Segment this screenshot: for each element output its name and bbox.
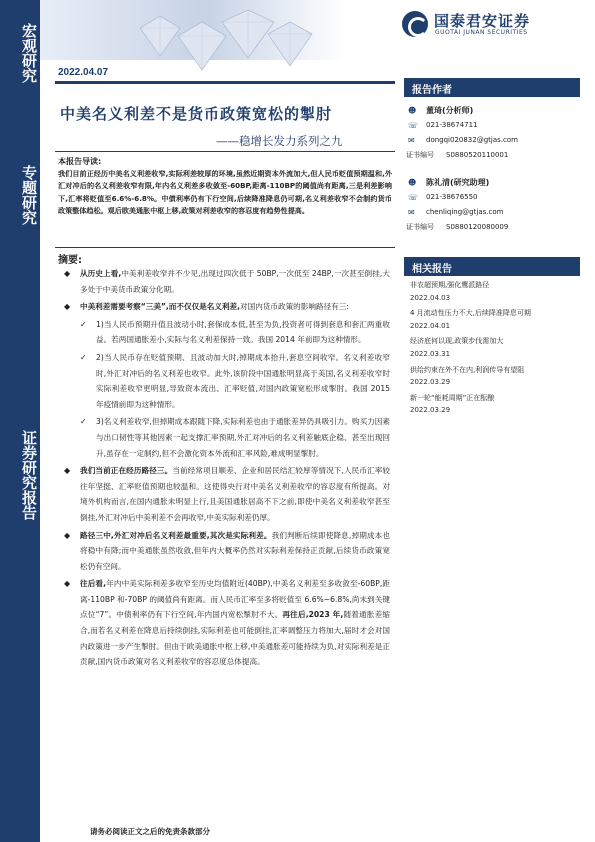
paragraph-text: 年内中美实际利差多收窄至历史均值附近(40BP),中美名义利差至多收敛至-60BP,距离-110BP 和-70BP 的阈值尚有距离。而人民币汇率至多将贬值至 6.6%~6.8%,尚未到关键点位“7”。中债利率仍有下行空间,年内国内宽松掣肘不大。 (80, 579, 390, 620)
paragraph-lead: 从历史上看, (80, 269, 122, 278)
cert-label: 证书编号 (406, 151, 434, 159)
author-phone-row (406, 118, 582, 133)
author-email-row (406, 133, 582, 148)
paragraph-text: 当前经常项目顺差、企业和居民结汇较厚等情况下,人民币汇率较往年坚挺、汇率贬值预期也较温和。这使得央行对中美名义利差收窄的容忍度有所提高。对境外机构而言,在国内通胀未明显上行,且美国通胀居高不下之前,即使中美名义利差收窄甚至倒挂,外汇对冲后中美利差不会再收窄,中美实际利差仍厚。 (80, 466, 390, 522)
sidebar-label-securities-report: 证券研究报告 (20, 430, 38, 520)
mail-icon: ✉ (408, 136, 415, 145)
related-report-date: 2022.03.29 (410, 378, 451, 387)
summary-paragraph (60, 463, 390, 525)
mail-icon: ✉ (408, 208, 415, 217)
related-report-title[interactable]: 经济底何以现,政策步伐需加大 (410, 337, 504, 346)
phone-icon: ☏ (408, 121, 419, 130)
divider (55, 151, 395, 152)
divider (55, 247, 395, 248)
author-name: 董琦(分析师) (426, 106, 474, 115)
author-phone: 021-38676550 (426, 193, 478, 201)
guide-heading: 本报告导读: (58, 157, 102, 166)
diamond-decoration-icon (130, 8, 320, 88)
related-report-item[interactable] (410, 335, 582, 360)
author-phone: 021-38674711 (426, 121, 478, 129)
summary-paragraph (60, 576, 390, 670)
guide-body: 我们目前正经历中美名义利差收窄,实际利差较厚的环境,虽然近期资本外流加大,但人民币贬值预期温和,外汇对冲后的名义利差收窄有限,年内名义利差多收敛至-60BP,距离-110BP的阈值尚有距离,三是利差影响下,汇率将贬值至6.6%-6.8%。中债利率仍有下行空间,后续降准降息仍可期,名义利差收窄不会制约货币政策整体趋松。观后欧美通胀中枢上移,政策对利差收窄的容忍度有趋势性提高。 (58, 169, 392, 216)
related-reports-list (410, 279, 582, 420)
paragraph-lead: 再往后,2023 年, (282, 610, 344, 620)
report-subtitle: ——稳增长发力系列之九 (216, 134, 343, 148)
paragraph-text: 中美利差收窄并不少见,出现过四次低于 50BP,一次低至 24BP,一次甚至倒挂,大多处于中美货币政策分化期。 (80, 269, 390, 294)
related-report-date: 2022.04.01 (410, 321, 451, 330)
report-title: 中美名义利差不是货币政策宽松的掣肘 (60, 105, 333, 123)
author-card (406, 175, 582, 234)
summary-paragraph (60, 299, 390, 315)
related-report-item[interactable] (410, 364, 582, 389)
left-sidebar (0, 0, 40, 842)
phone-icon: ☏ (408, 193, 419, 202)
paragraph-lead: 往后看, (80, 579, 107, 589)
logo-chinese-name: 国泰君安证券 (434, 12, 531, 30)
related-report-title[interactable]: 非农超预期,强化鹰派路径 (410, 281, 490, 289)
sidebar-label-macro: 宏观研究 (20, 23, 38, 83)
summary-paragraph (60, 528, 390, 575)
author-name-row (406, 175, 582, 190)
paragraph-lead: 我们当前正在经历路径三。 (80, 466, 173, 476)
related-report-title[interactable]: 供给约束在外不在内,利润传导有望阻 (410, 365, 525, 374)
author-email[interactable]: chenliqing@gtjas.com (426, 208, 504, 216)
summary-subpoint: ✓ 2)当人民币存在贬值预期、且波动加大时,掉期成本抬升,套息空间收窄。名义利差收窄时,外汇对冲后的名义利差也收窄。此外,该阶段中国通胀明显高于美国,名义利差收窄时实际利差收窄更明显,导致资本流出、汇率贬值,对国内政策宽松形成掣肘。我国 2015 年疫情前即为这种情形。 (60, 350, 390, 412)
summary-content (60, 266, 390, 672)
related-report-date: 2022.03.29 (410, 406, 451, 415)
author-cert-row (406, 148, 582, 162)
related-report-item[interactable] (410, 392, 582, 417)
person-icon: ☻ (408, 178, 417, 187)
paragraph-text: 对国内货币政策的影响路径有三: (240, 302, 349, 312)
logo-english-name: GUOTAI JUNAN SECURITIES (435, 29, 528, 36)
cert-number: S0880120080009 (446, 223, 509, 231)
related-report-title[interactable]: 新一轮“能耗周期”正在酝酿 (410, 393, 495, 402)
paragraph-lead: 中美利差需要考察“三美”,而不仅仅是名义利差, (80, 302, 241, 312)
report-date: 2022.04.07 (58, 67, 109, 78)
paragraph-lead: 路径三中,外汇对冲后名义利差最重要,其次是实际利差。 (80, 530, 272, 540)
summary-subpoint: ✓ 1)当人民币预期升值且波动小时,套保成本低,甚至为负,投资者可得到套息和套汇两重收益。若两国通胀差小,实际与名义利差保持一致。我国 2014 年前即为这种情形。 (60, 317, 390, 348)
related-report-date: 2022.03.31 (410, 349, 451, 358)
divider (55, 81, 395, 84)
summary-paragraph (60, 266, 390, 297)
disclaimer-footer: 请务必阅读正文之后的免责条款部分 (90, 827, 210, 836)
related-report-date: 2022.04.03 (410, 293, 451, 302)
company-logo (402, 10, 572, 38)
author-card (406, 103, 582, 162)
author-name-row (406, 103, 582, 118)
cert-number: S0880520110001 (446, 151, 509, 159)
paragraph-text: 我们判断后续即使降息,掉期成本也将稳中有降;而中美通胀虽然收敛,但年内大概率仍然对实际利差保持正贡献,后续货币政策宽松仍有空间。 (80, 530, 390, 571)
logo-mark-icon (402, 11, 428, 37)
related-reports-heading: 相关报告 (404, 257, 580, 276)
summary-heading: 摘要: (58, 255, 82, 266)
summary-subpoint: ✓ 3)名义利差收窄,但掉期成本跟随下降,实际利差也由于通胀差异仍具吸引力。购买力因素与出口韧性等其他因素一起支撑汇率预期,外汇对冲后的名义利差触底企稳、甚至出现回升,虽存在一定制约,但不会激化资本外流和汇率风险,难成明显掣肘。 (60, 414, 390, 461)
author-email-row (406, 205, 582, 220)
related-report-item[interactable] (410, 307, 582, 332)
author-email[interactable]: dongqi020832@gtjas.com (426, 136, 518, 144)
author-name: 陈礼清(研究助理) (426, 178, 490, 187)
related-report-title[interactable]: 4 月流动性压力不大,后续降准降息可期 (410, 309, 531, 318)
sidebar-label-special: 专题研究 (20, 165, 38, 225)
author-phone-row (406, 190, 582, 205)
cert-label: 证书编号 (406, 223, 434, 231)
authors-heading: 报告作者 (404, 78, 580, 97)
author-cert-row (406, 220, 582, 234)
person-icon: ☻ (408, 106, 417, 115)
related-report-item[interactable] (410, 279, 582, 304)
paragraph-text: 随着通胀差缩合,而若名义利差在降息后持续倒挂,实际利差也可能倒挂,汇率调整压力将加大,届时才会对国内政策进一步产生掣肘。但由于欧美通胀中枢上移,中美通胀差可能持续为负,对实际利差是正贡献,国内货币政策对名义利差收窄的容忍度总体提高。 (80, 610, 390, 667)
